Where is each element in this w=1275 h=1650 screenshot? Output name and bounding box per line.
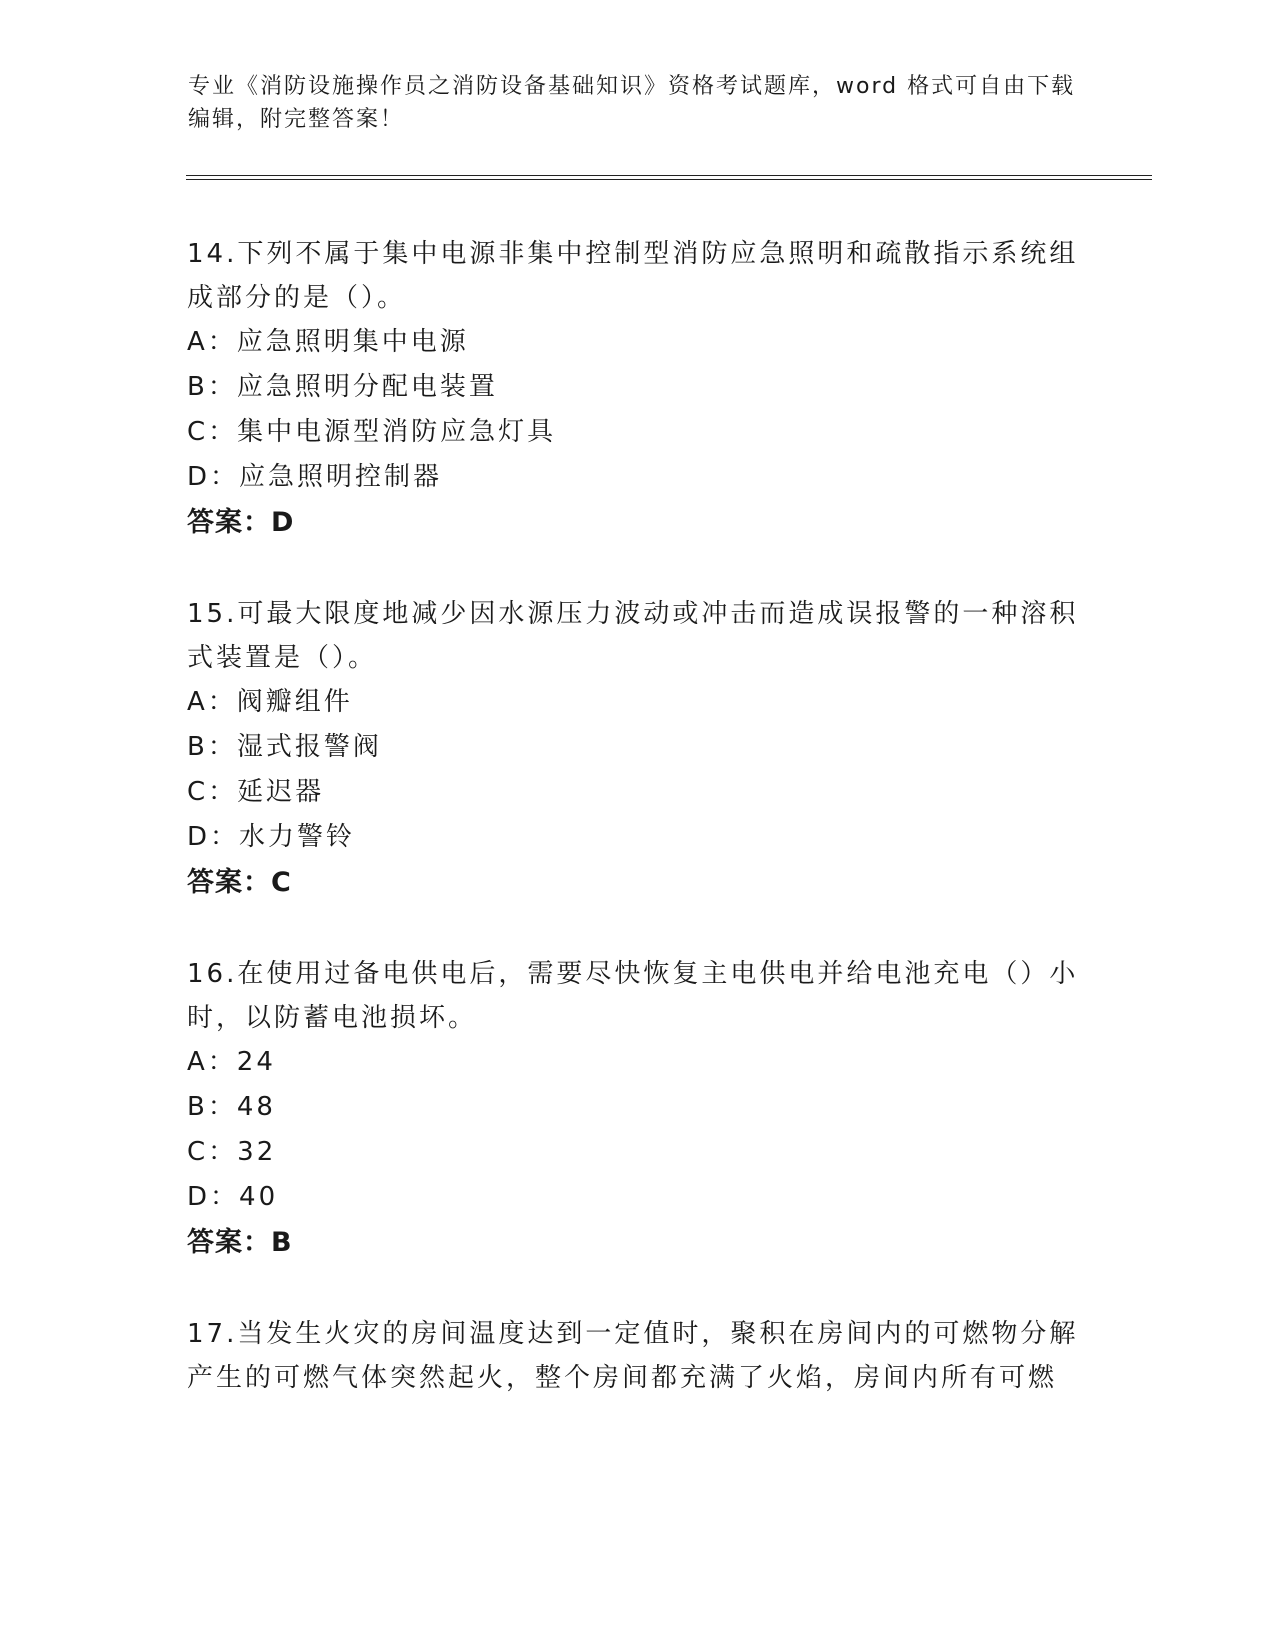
- answer-text: 答案：D: [187, 507, 295, 538]
- option-a: A：应急照明集中电源: [187, 327, 469, 357]
- question-stem: 14.下列不属于集中电源非集中控制型消防应急照明和疏散指示系统组成部分的是（）。: [187, 239, 1079, 313]
- question-16: [187, 952, 1087, 1266]
- question-stem: 16.在使用过备电供电后，需要尽快恢复主电供电并给电池充电（）小时，以防蓄电池损坏。: [187, 959, 1079, 1033]
- option-c: C：延迟器: [187, 777, 325, 807]
- option-a: A：阀瓣组件: [187, 687, 353, 717]
- question-stem: 15.可最大限度地减少因水源压力波动或冲击而造成误报警的一种溶积式装置是（）。: [187, 599, 1079, 673]
- option-d: D：应急照明控制器: [187, 462, 443, 492]
- option-b: B：应急照明分配电装置: [187, 372, 498, 402]
- option-b: B：48: [187, 1092, 276, 1122]
- option-a: A：24: [187, 1047, 276, 1077]
- page-header-text: 专业《消防设施操作员之消防设备基础知识》资格考试题库，word 格式可自由下载编辑，附完整答案！: [188, 74, 1076, 132]
- question-stem: 17.当发生火灾的房间温度达到一定值时，聚积在房间内的可燃物分解产生的可燃气体突然起火，整个房间都充满了火焰，房间内所有可燃: [187, 1319, 1079, 1393]
- option-b: B：湿式报警阀: [187, 732, 382, 762]
- answer-text: 答案：B: [187, 1227, 293, 1258]
- option-c: C：集中电源型消防应急灯具: [187, 417, 557, 447]
- option-d: D：水力警铃: [187, 822, 356, 852]
- answer-text: 答案：C: [187, 867, 292, 898]
- option-d: D：40: [187, 1182, 279, 1212]
- question-15: [187, 592, 1087, 906]
- question-list: [187, 232, 1087, 1446]
- question-17: [187, 1312, 1087, 1400]
- header-divider: [186, 175, 1152, 180]
- question-14: [187, 232, 1087, 546]
- option-c: C：32: [187, 1137, 277, 1167]
